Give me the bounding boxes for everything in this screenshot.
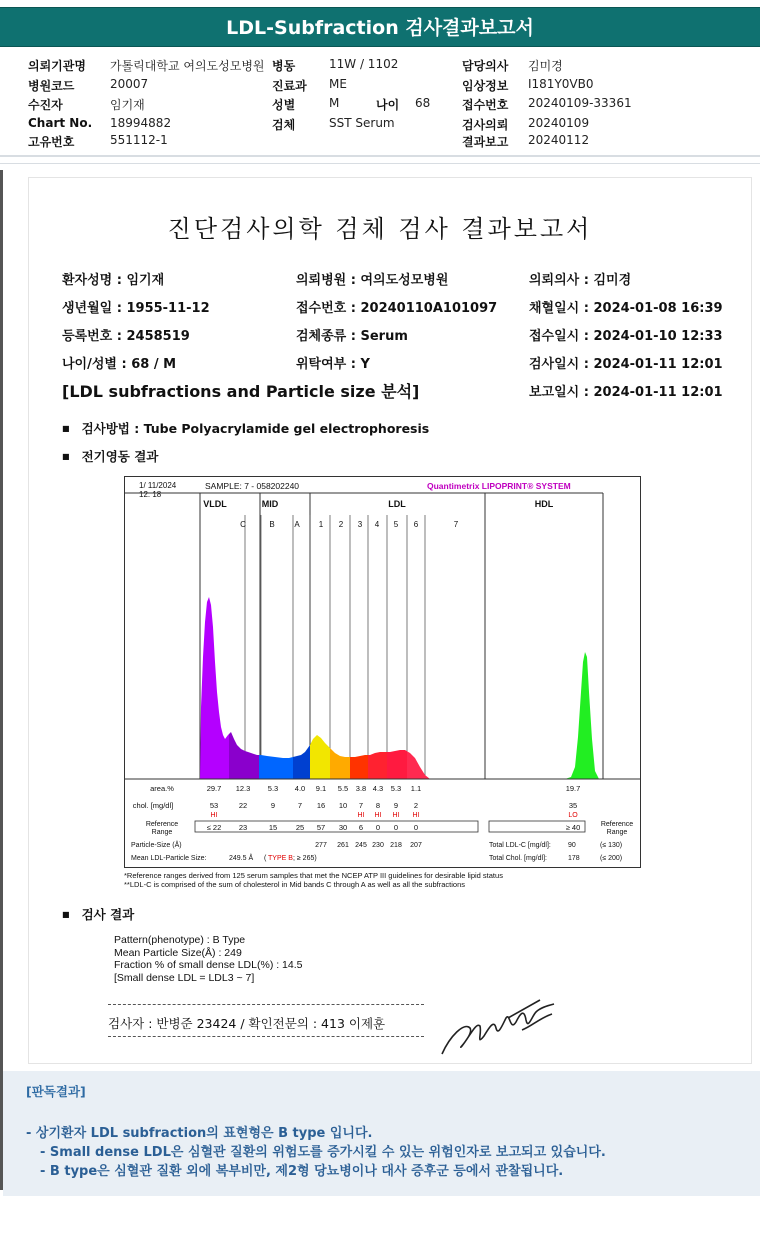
ref-value: 0 <box>375 823 381 832</box>
chol-flag: HI <box>392 812 400 819</box>
value-clinical-info: I181Y0VB0 <box>528 77 594 91</box>
band-4-area <box>368 752 387 779</box>
interpretation-line: - 상기환자 LDL subfraction의 표현형은 B type 입니다. <box>26 1126 373 1141</box>
hdl-ref-label: Range <box>606 829 628 836</box>
mean-size-paren: ( <box>264 855 267 862</box>
total-chol-label: Total Chol. [mg/dl]: <box>489 855 547 862</box>
result-pattern: Pattern(phenotype) : B Type <box>114 934 246 946</box>
signature-image <box>436 996 566 1062</box>
group-label-hdl: HDL <box>534 499 554 509</box>
group-label-mid: MID <box>261 499 279 509</box>
value-request-date: 20240109 <box>528 116 590 130</box>
ref-value: 30 <box>338 823 348 832</box>
chol-value: 22 <box>238 801 248 810</box>
specimen-type: 검체종류 : Serum <box>296 329 408 344</box>
label-ward: 병동 <box>272 59 296 73</box>
report-time: 보고일시 : 2024-01-11 12:01 <box>529 385 723 400</box>
band-label: 5 <box>393 520 399 529</box>
chol-value: 9 <box>270 801 276 810</box>
ref-value: 57 <box>316 823 326 832</box>
chart-brand: Quantimetrix LIPOPRINT® SYSTEM <box>427 481 571 491</box>
particle-value: 207 <box>410 842 422 849</box>
section-title: [LDL subfractions and Particle size 분석] <box>62 382 420 401</box>
chol-value: 2 <box>413 801 419 810</box>
chol-value: 53 <box>209 801 219 810</box>
value-chart-no: 18994882 <box>110 116 172 130</box>
label-age: 나이 <box>376 98 400 112</box>
mean-size-type: TYPE B <box>268 855 293 862</box>
label-doctor: 담당의사 <box>462 59 509 73</box>
label-hospital-code: 병원코드 <box>28 79 75 93</box>
registration-no: 등록번호 : 2458519 <box>62 329 190 344</box>
hdl-ref-value: ≥ 40 <box>565 823 581 832</box>
interpretation-line: - Small dense LDL은 심혈관 질환의 위험도를 증가시킬 수 있는 위험인자로 보고되고 있습니다. <box>40 1145 606 1160</box>
collection-time: 채혈일시 : 2024-01-08 16:39 <box>529 301 723 316</box>
result-mean-size: Mean Particle Size(Å) : 249 <box>114 947 242 959</box>
hdl-area <box>565 652 599 779</box>
label-unique-no: 고유번호 <box>28 135 75 149</box>
value-ward: 11W / 1102 <box>329 57 399 71</box>
label-request-date: 검사의뢰 <box>462 118 509 132</box>
area-value: 12.3 <box>235 784 251 793</box>
label-department: 진료과 <box>272 79 307 93</box>
interpretation-title: [판독결과] <box>26 1084 86 1099</box>
patient-name: 환자성명 : 임기재 <box>62 273 165 288</box>
value-unique-no: 551112-1 <box>110 133 168 147</box>
total-ldl-ref: (≤ 130) <box>600 842 623 849</box>
value-requester: 가톨릭대학교 여의도성모병원 <box>110 59 265 73</box>
band-a-area <box>293 745 310 779</box>
value-department: ME <box>329 77 347 91</box>
ref-value: ≤ 22 <box>206 823 222 832</box>
chart-note-2: **LDL-C is comprised of the sum of cholesterol in Mid bands C through A as well as all the subfractions <box>124 880 466 889</box>
lipoprint-chart <box>124 476 641 868</box>
band-6-area <box>407 751 431 779</box>
examiner-line: 검사자 : 반병준 23424 / 확인전문의 : 413 이제훈 <box>108 1016 386 1031</box>
band-label: 7 <box>453 520 459 529</box>
test-time: 검사일시 : 2024-01-11 12:01 <box>529 357 723 372</box>
chol-row-label: chol. [mg/dl] <box>132 801 174 810</box>
chol-value: 8 <box>375 801 381 810</box>
group-label-ldl: LDL <box>388 499 406 509</box>
report-title: 진단검사의학 검체 검사 결과보고서 <box>167 215 593 243</box>
vldl-area <box>200 597 229 779</box>
value-doctor: 김미경 <box>528 59 563 73</box>
particle-label: Particle-Size (Å) <box>131 842 182 849</box>
chart-time: 12: 18 <box>139 490 162 499</box>
total-chol-value: 178 <box>568 855 580 862</box>
particle-value: 261 <box>337 842 349 849</box>
total-chol-ref: (≤ 200) <box>600 855 623 862</box>
chol-flag: HI <box>357 812 365 819</box>
hdl-chol-value: 35 <box>568 801 578 810</box>
band-label: 4 <box>374 520 380 529</box>
divider <box>0 155 760 157</box>
chol-value: 7 <box>358 801 364 810</box>
hdl-area-value: 19.7 <box>565 784 581 793</box>
chol-value: 10 <box>338 801 348 810</box>
dash-line <box>108 1036 424 1037</box>
band-c-area <box>229 732 259 779</box>
label-requester: 의뢰기관명 <box>28 59 86 73</box>
ref-label: Range <box>151 829 173 836</box>
particle-value: 277 <box>315 842 327 849</box>
method-line: ■ 검사방법 : Tube Polyacrylamide gel electrophoresis <box>62 419 429 437</box>
chart-plot <box>125 477 640 867</box>
area-value: 5.3 <box>390 784 402 793</box>
result-fraction: Fraction % of small dense LDL(%) : 14.5 <box>114 959 303 971</box>
result-definition: [Small dense LDL = LDL3 ~ 7] <box>114 972 255 984</box>
label-chart-no: Chart No. <box>28 116 93 130</box>
band-label: B <box>269 520 275 529</box>
band-label: C <box>240 520 246 529</box>
area-row-label: area.% <box>150 784 174 793</box>
ref-value: 15 <box>268 823 278 832</box>
band-label: 6 <box>413 520 419 529</box>
value-hospital-code: 20007 <box>110 77 149 91</box>
area-value: 29.7 <box>206 784 222 793</box>
value-patient: 임기재 <box>110 98 145 112</box>
group-label-vldl: VLDL <box>203 499 227 509</box>
band-label: 1 <box>318 520 324 529</box>
accession-no: 접수번호 : 20240110A101097 <box>296 301 498 316</box>
band-label: 3 <box>357 520 363 529</box>
total-ldl-label: Total LDL-C [mg/dl]: <box>489 842 551 849</box>
chol-flag: HI <box>412 812 420 819</box>
chol-value: 9 <box>393 801 399 810</box>
requesting-hospital: 의뢰병원 : 여의도성모병원 <box>296 273 449 288</box>
divider <box>0 163 760 164</box>
interpretation-line: - B type은 심혈관 질환 외에 복부비만, 제2형 당뇨병이나 대사 증후군 등에서 관찰됩니다. <box>40 1164 564 1179</box>
chol-value: 16 <box>316 801 326 810</box>
band-3-area <box>350 755 368 779</box>
hdl-chol-flag: LO <box>568 812 578 819</box>
chart-date: 1/ 11/2024 <box>139 481 177 490</box>
band-label: 2 <box>338 520 344 529</box>
ref-value: 0 <box>393 823 399 832</box>
label-patient: 수진자 <box>28 98 63 112</box>
label-receipt-no: 접수번호 <box>462 98 509 112</box>
label-specimen: 검체 <box>272 118 296 132</box>
ref-value: 0 <box>413 823 419 832</box>
particle-value: 245 <box>355 842 367 849</box>
area-value: 3.8 <box>355 784 367 793</box>
chol-flag: HI <box>374 812 382 819</box>
ref-value: 23 <box>238 823 248 832</box>
label-clinical-info: 임상정보 <box>462 79 509 93</box>
band-5-area <box>387 750 407 779</box>
ref-value: 6 <box>358 823 364 832</box>
left-border <box>0 170 3 1190</box>
mean-size-value: 249.5 Å <box>229 855 254 862</box>
age-sex: 나이/성별 : 68 / M <box>62 357 177 372</box>
value-specimen: SST Serum <box>329 116 395 130</box>
total-ldl-value: 90 <box>568 842 576 849</box>
ref-box <box>195 821 478 832</box>
report-header: LDL-Subfraction 검사결과보고서 <box>0 7 760 47</box>
dash-line <box>108 1004 424 1005</box>
band-label: A <box>294 520 300 529</box>
value-age: 68 <box>415 96 431 110</box>
area-value: 4.0 <box>294 784 306 793</box>
ref-label: Reference <box>145 821 179 828</box>
area-value: 5.5 <box>337 784 349 793</box>
requesting-doctor: 의뢰의사 : 김미경 <box>529 273 632 288</box>
chol-value: 7 <box>297 801 303 810</box>
mean-size-ref: ; ≥ 265) <box>293 855 317 862</box>
label-sex: 성별 <box>272 98 296 112</box>
chol-flag: HI <box>210 812 218 819</box>
value-receipt-no: 20240109-33361 <box>528 96 632 110</box>
area-value: 1.1 <box>410 784 422 793</box>
area-value: 9.1 <box>315 784 327 793</box>
outsourced: 위탁여부 : Y <box>296 357 370 372</box>
particle-value: 218 <box>390 842 402 849</box>
chart-sample: SAMPLE: 7 - 058202240 <box>205 481 300 491</box>
mean-size-label: Mean LDL-Particle Size: <box>131 855 207 862</box>
result-heading: ■ 검사 결과 <box>62 905 134 923</box>
particle-value: 230 <box>372 842 384 849</box>
ref-value: 25 <box>295 823 305 832</box>
value-sex: M <box>329 96 340 110</box>
area-value: 4.3 <box>372 784 384 793</box>
receipt-time: 접수일시 : 2024-01-10 12:33 <box>529 329 723 344</box>
chart-note-1: *Reference ranges derived from 125 serum samples that met the NCEP ATP III guidelines for desirable lipid status <box>124 871 503 880</box>
birth-date: 생년월일 : 1955-11-12 <box>62 301 210 316</box>
band-1-area <box>310 735 330 779</box>
label-report-date: 결과보고 <box>462 135 509 149</box>
hdl-ref-label: Reference <box>600 821 634 828</box>
band-b-area <box>259 755 293 779</box>
band-2-area <box>330 748 350 779</box>
value-report-date: 20240112 <box>528 133 590 147</box>
area-value: 5.3 <box>267 784 279 793</box>
electrophoresis-heading: ■ 전기영동 결과 <box>62 447 158 465</box>
